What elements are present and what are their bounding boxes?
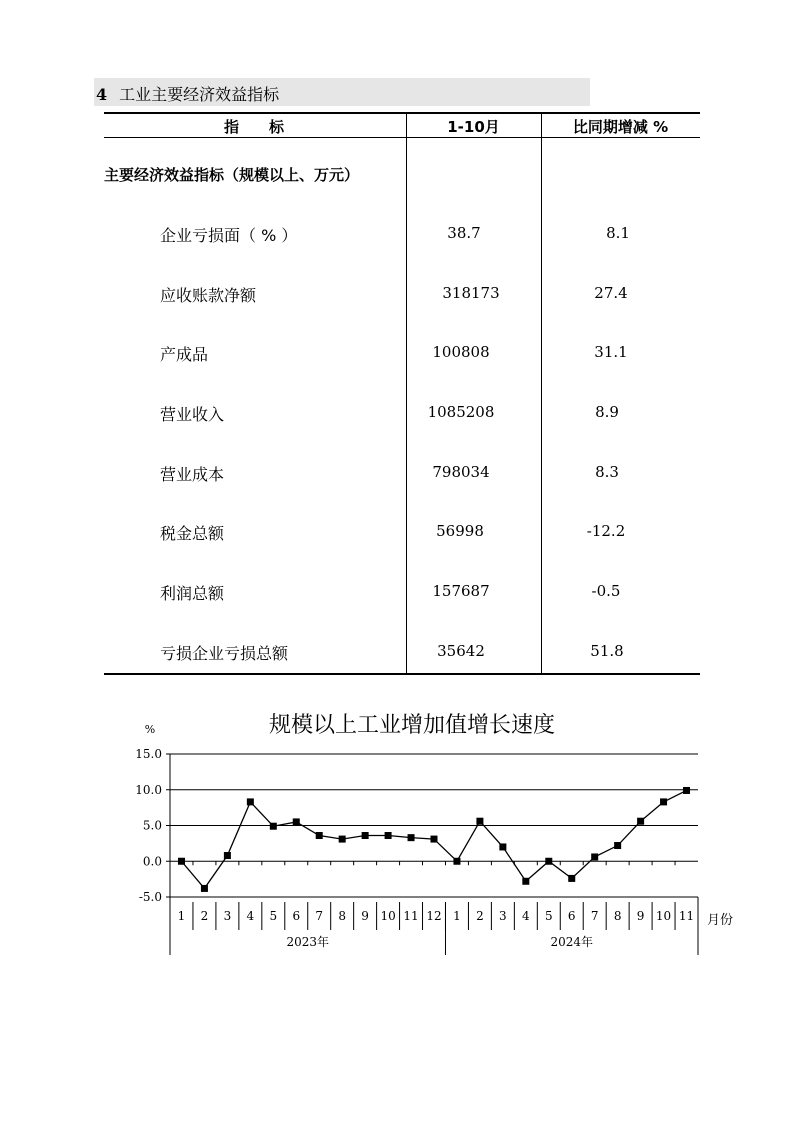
x-tick-label: 11 — [403, 909, 419, 923]
data-point — [385, 832, 392, 839]
row-value: 56998 — [436, 522, 484, 540]
data-point — [614, 842, 621, 849]
section-title — [96, 82, 279, 105]
table-header-rule — [104, 137, 700, 138]
data-point — [270, 823, 277, 830]
data-point — [522, 878, 529, 885]
data-point — [408, 834, 415, 841]
x-tick-label: 8 — [613, 909, 622, 923]
x-tick-label: 6 — [567, 909, 576, 923]
data-point — [362, 832, 369, 839]
y-tick-label: 15.0 — [135, 747, 162, 761]
x-tick-label: 10 — [655, 909, 672, 923]
row-label: 亏损企业亏损总额 — [160, 644, 289, 663]
x-tick-label: 5 — [544, 909, 553, 923]
x-tick-label: 9 — [361, 909, 369, 923]
row-label: 营业收入 — [160, 405, 225, 424]
x-tick-label: 1 — [453, 909, 461, 923]
row-change: 31.1 — [594, 343, 628, 361]
x-tick-label: 1 — [177, 909, 186, 923]
x-tick-label: 7 — [590, 909, 599, 923]
data-point — [339, 836, 346, 843]
x-tick-label: 4 — [522, 909, 530, 923]
x-tick-label: 4 — [246, 909, 255, 923]
table-column-divider — [541, 112, 542, 675]
x-tick-label: 2 — [476, 909, 484, 923]
row-label: 税金总额 — [160, 524, 225, 543]
row-change: 51.8 — [590, 642, 624, 660]
x-group-label: 2023年 — [286, 935, 330, 949]
row-value: 35642 — [437, 642, 485, 660]
x-tick-label: 7 — [315, 909, 324, 923]
data-point — [637, 818, 644, 825]
data-point — [224, 852, 231, 859]
chart-title: 规模以上工业增加值增长速度 — [268, 713, 556, 738]
data-point — [683, 787, 690, 794]
data-point — [431, 836, 438, 843]
table-top-rule — [104, 112, 700, 114]
row-value: 100808 — [432, 343, 490, 361]
row-value: 798034 — [432, 463, 490, 481]
row-value: 157687 — [432, 582, 490, 600]
x-tick-label: 2 — [200, 909, 209, 923]
row-value: 1085208 — [427, 403, 495, 421]
y-tick-label: -5.0 — [138, 890, 162, 904]
x-axis-label: 月份 — [706, 913, 734, 928]
row-change: -0.5 — [591, 582, 621, 600]
header-indicator: 指 标 — [223, 118, 284, 136]
x-tick-label: 6 — [292, 909, 301, 923]
y-tick-label: 5.0 — [142, 818, 162, 833]
growth-rate-chart — [100, 700, 760, 974]
row-label: 利润总额 — [160, 584, 225, 603]
row-value: 318173 — [442, 284, 500, 302]
row-label: 企业亏损面（ % ） — [160, 226, 298, 245]
data-point — [545, 858, 552, 865]
x-tick-label: 10 — [380, 909, 396, 923]
section-title-text: 工业主要经济效益指标 — [119, 85, 280, 104]
x-tick-label: 9 — [636, 909, 645, 923]
row-change: 27.4 — [594, 284, 628, 302]
data-point — [660, 798, 667, 805]
x-tick-label: 3 — [499, 909, 507, 923]
x-tick-label: 12 — [426, 909, 442, 923]
data-point — [476, 818, 483, 825]
data-point — [178, 858, 185, 865]
group-label: 主要经济效益指标（规模以上、万元） — [104, 166, 360, 184]
data-point — [247, 798, 254, 805]
data-point — [293, 818, 300, 825]
row-label: 应收账款净额 — [160, 286, 257, 305]
x-tick-label: 3 — [223, 909, 232, 923]
x-tick-label: 5 — [269, 909, 278, 923]
data-point — [568, 875, 575, 882]
row-change: 8.9 — [595, 403, 619, 421]
x-tick-label: 8 — [338, 909, 346, 923]
row-change: 8.3 — [595, 463, 619, 481]
data-point — [316, 832, 323, 839]
y-tick-label: 0.0 — [142, 854, 162, 869]
row-value: 38.7 — [447, 224, 481, 242]
row-label: 产成品 — [160, 345, 209, 364]
table-bottom-rule — [104, 673, 700, 675]
row-change: 8.1 — [606, 224, 630, 242]
section-number: 4 — [96, 85, 108, 104]
x-group-label: 2024年 — [550, 935, 594, 949]
data-point — [591, 853, 598, 860]
data-point — [453, 858, 460, 865]
header-period: 1-10月 — [447, 118, 500, 136]
x-tick-label: 11 — [678, 909, 695, 923]
growth-rate-chart-svg — [100, 700, 760, 970]
row-change: -12.2 — [586, 522, 626, 540]
y-axis-unit: % — [144, 723, 156, 736]
y-tick-label: 10.0 — [135, 782, 162, 797]
economic-indicators-table — [104, 112, 700, 675]
header-change: 比同期增减 % — [572, 118, 669, 136]
data-point — [201, 885, 208, 892]
row-label: 营业成本 — [160, 465, 225, 484]
data-point — [499, 843, 506, 850]
